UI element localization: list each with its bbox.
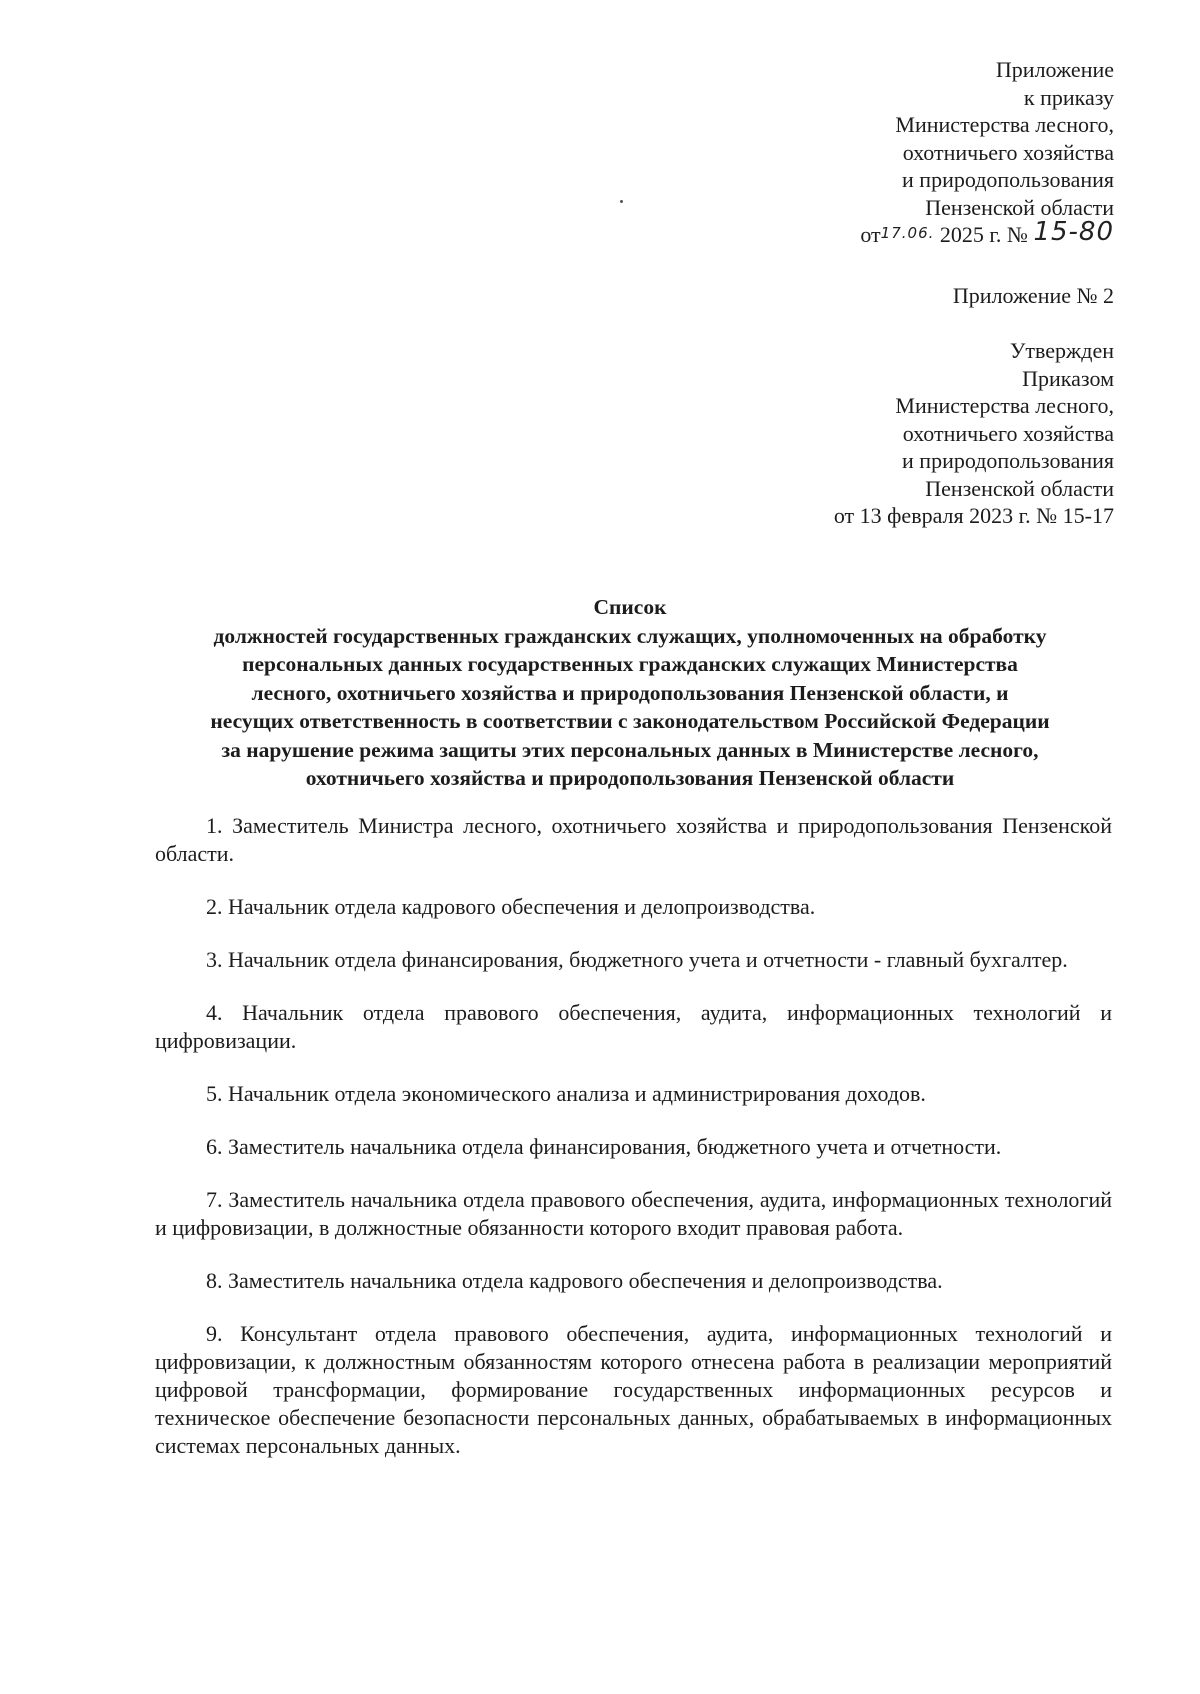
title-heading: Список (593, 595, 667, 619)
title-line: персональных данных государственных гражданских служащих Министерства (242, 652, 1018, 676)
list-item: 2. Начальник отдела кадрового обеспечения и делопроизводства. (206, 894, 816, 919)
scan-speck (620, 200, 623, 203)
date-prefix: от (860, 222, 881, 247)
approved-line: и природопользования (902, 448, 1114, 473)
list-item: 7. Заместитель начальника отдела правового обеспечения, аудита, информационных технологий и цифровизации, в должностные обязанности которого входит правовая работа. (155, 1187, 1112, 1240)
title-line: лесного, охотничьего хозяйства и природопользования Пензенской области, и (251, 680, 1009, 705)
list-item: 1. Заместитель Министра лесного, охотничьего хозяйства и природопользования Пензенской области. (155, 813, 1112, 866)
appendix-line: Приложение (995, 57, 1114, 82)
list-item: 3. Начальник отдела финансирования, бюджетного учета и отчетности - главный бухгалтер. (206, 947, 1068, 972)
appendix-2-label (953, 282, 1114, 310)
title-line: несущих ответственность в соответствии с законодательством Российской Федерации (210, 709, 1050, 733)
appendix-line: Пензенской области (925, 194, 1114, 220)
approved-line: от 13 февраля 2023 г. № 15-17 (833, 503, 1114, 528)
title-line: охотничьего хозяйства и природопользования Пензенской области (305, 766, 955, 790)
appendix-line: Министерства лесного, (895, 112, 1114, 137)
approved-line: Приказом (1022, 365, 1114, 391)
positions-list (155, 812, 1112, 1485)
list-item: 6. Заместитель начальника отдела финансирования, бюджетного учета и отчетности. (206, 1134, 1002, 1159)
appendix-date-line (860, 217, 1114, 252)
handwritten-date: 17.06. (880, 224, 935, 242)
appendix-line: охотничьего хозяйства (902, 139, 1114, 165)
list-item: 9. Консультант отдела правового обеспечения, аудита, информационных технологий и цифровизации, к должностным обязанностям которого отнесена работа в реализации мероприятий цифровой трансформации, формирование государственных информационных ресурсов и техническое обеспечение безопасности персональных данных, обрабатываемых в информационных системах персональных данных. (155, 1321, 1112, 1458)
list-item: 4. Начальник отдела правового обеспечения, аудита, информационных технологий и цифровизации. (155, 1000, 1112, 1053)
approved-line: охотничьего хозяйства (902, 420, 1114, 446)
title-line: за нарушение режима защиты этих персональных данных в Министерстве лесного, (221, 737, 1039, 762)
list-item: 5. Начальник отдела экономического анализа и администрирования доходов. (206, 1081, 926, 1106)
date-year: 2025 г. № (939, 222, 1028, 247)
approved-line: Утвержден (1009, 338, 1114, 363)
handwritten-number: 15-80 (1033, 217, 1114, 247)
appendix-line: к приказу (1023, 84, 1114, 110)
document-title (150, 593, 1110, 793)
approved-line: Пензенской области (925, 475, 1114, 501)
list-item: 8. Заместитель начальника отдела кадрового обеспечения и делопроизводства. (206, 1268, 943, 1293)
approved-block (834, 337, 1114, 530)
approved-line: Министерства лесного, (895, 393, 1114, 418)
appendix-line: и природопользования (902, 167, 1114, 192)
appendix-2-text: Приложение № 2 (952, 283, 1114, 308)
title-line: должностей государственных гражданских служащих, уполномоченных на обработку (213, 623, 1047, 648)
appendix-header (860, 56, 1114, 252)
